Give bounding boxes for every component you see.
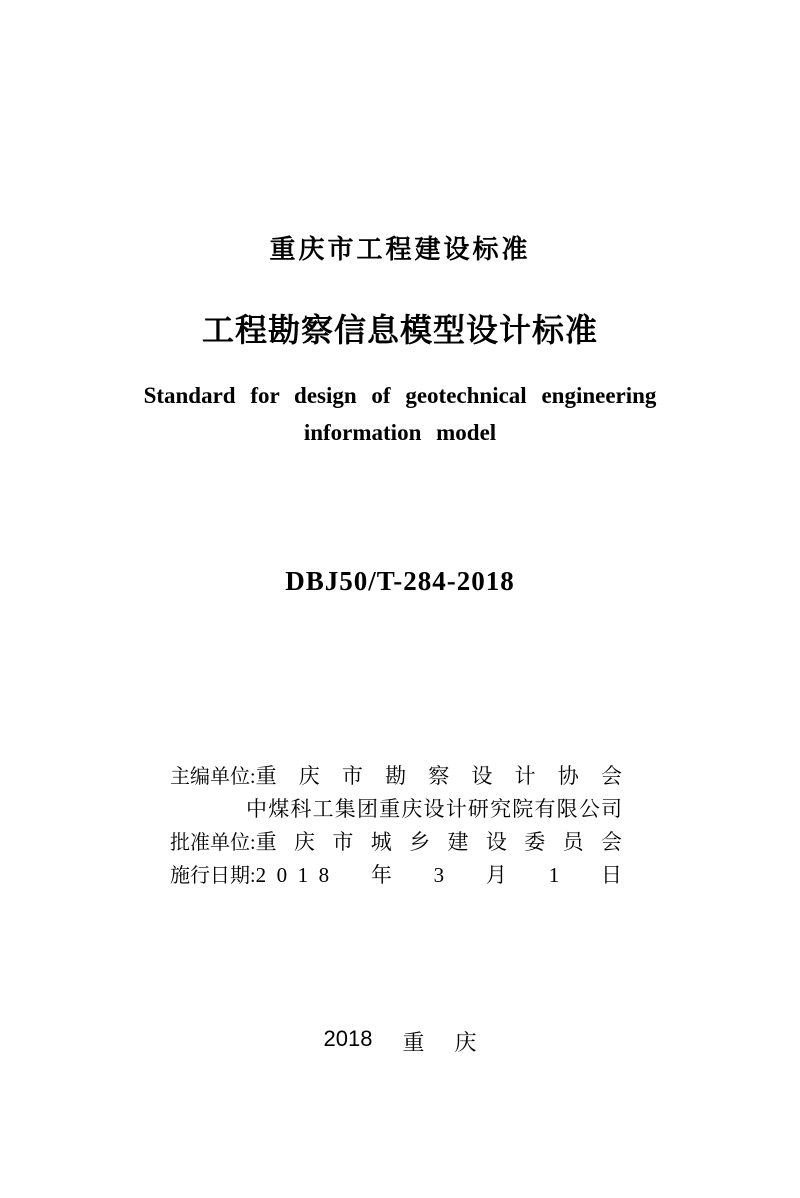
text-token: 重	[379, 797, 401, 821]
approval-unit-value	[256, 831, 622, 853]
text-token: 究	[490, 797, 512, 821]
chief-editor-value	[256, 765, 622, 787]
text-token: 委	[524, 830, 546, 854]
text-token: 庆	[293, 830, 315, 854]
text-token: 会	[600, 830, 622, 854]
publication-info-block	[170, 765, 622, 897]
text-token: 煤	[268, 797, 290, 821]
text-token: 团	[356, 797, 378, 821]
text-token: 2018	[323, 1026, 373, 1051]
chief-editor-second-unit-value	[246, 798, 622, 820]
text-token: 3	[433, 863, 445, 887]
chief-editor-row	[170, 765, 622, 787]
text-token: 重	[255, 830, 277, 854]
text-token: 市	[332, 830, 354, 854]
text-token: 重	[255, 764, 277, 788]
text-token: 集	[334, 797, 356, 821]
text-token: 庆	[454, 1030, 477, 1055]
text-token: 工	[312, 797, 334, 821]
text-token: 建	[447, 830, 469, 854]
english-title-line1: Standard for design of geotechnical engineering	[143, 383, 657, 408]
effective-date-row	[170, 864, 622, 886]
text-token: 城	[370, 830, 392, 854]
text-token: 设	[423, 797, 445, 821]
english-title-line2: information model	[303, 420, 497, 445]
text-token: 院	[512, 797, 534, 821]
text-token: 限	[556, 797, 578, 821]
footer-year-city	[0, 1026, 800, 1057]
text-token: 会	[600, 764, 622, 788]
approval-unit-label: 批准单位:	[170, 832, 256, 854]
text-token: 勘	[385, 764, 407, 788]
text-token: 乡	[409, 830, 431, 854]
text-token: 计	[445, 797, 467, 821]
text-token: 设	[471, 764, 493, 788]
text-token: 重	[402, 1030, 425, 1055]
text-token: 1	[548, 863, 560, 887]
text-token: 年	[370, 863, 392, 887]
text-token: 科	[290, 797, 312, 821]
standard-category-heading: 重庆市工程建设标准	[269, 234, 531, 264]
text-token: 研	[467, 797, 489, 821]
text-token: 日	[600, 863, 622, 887]
text-token: 中	[246, 797, 267, 821]
text-token: 有	[534, 797, 556, 821]
approval-unit-row	[170, 831, 622, 853]
page-title: 工程勘察信息模型设计标准	[201, 312, 598, 348]
text-token: 庆	[401, 797, 423, 821]
text-token: 计	[514, 764, 536, 788]
effective-date-value	[256, 864, 622, 886]
text-token: 察	[428, 764, 450, 788]
text-token: 庆	[298, 764, 320, 788]
text-token: 协	[557, 764, 579, 788]
chief-editor-second-unit-row	[170, 798, 622, 820]
text-token: 2 0 1 8	[255, 863, 330, 887]
text-token: 市	[341, 764, 363, 788]
text-token: 司	[601, 797, 622, 821]
text-token: 公	[578, 797, 600, 821]
text-token: 设	[485, 830, 507, 854]
text-token: 月	[485, 863, 507, 887]
standard-number: DBJ50/T-284-2018	[285, 566, 515, 596]
effective-date-label: 施行日期:	[170, 865, 256, 887]
chief-editor-label: 主编单位:	[170, 766, 256, 788]
text-token: 员	[562, 830, 584, 854]
